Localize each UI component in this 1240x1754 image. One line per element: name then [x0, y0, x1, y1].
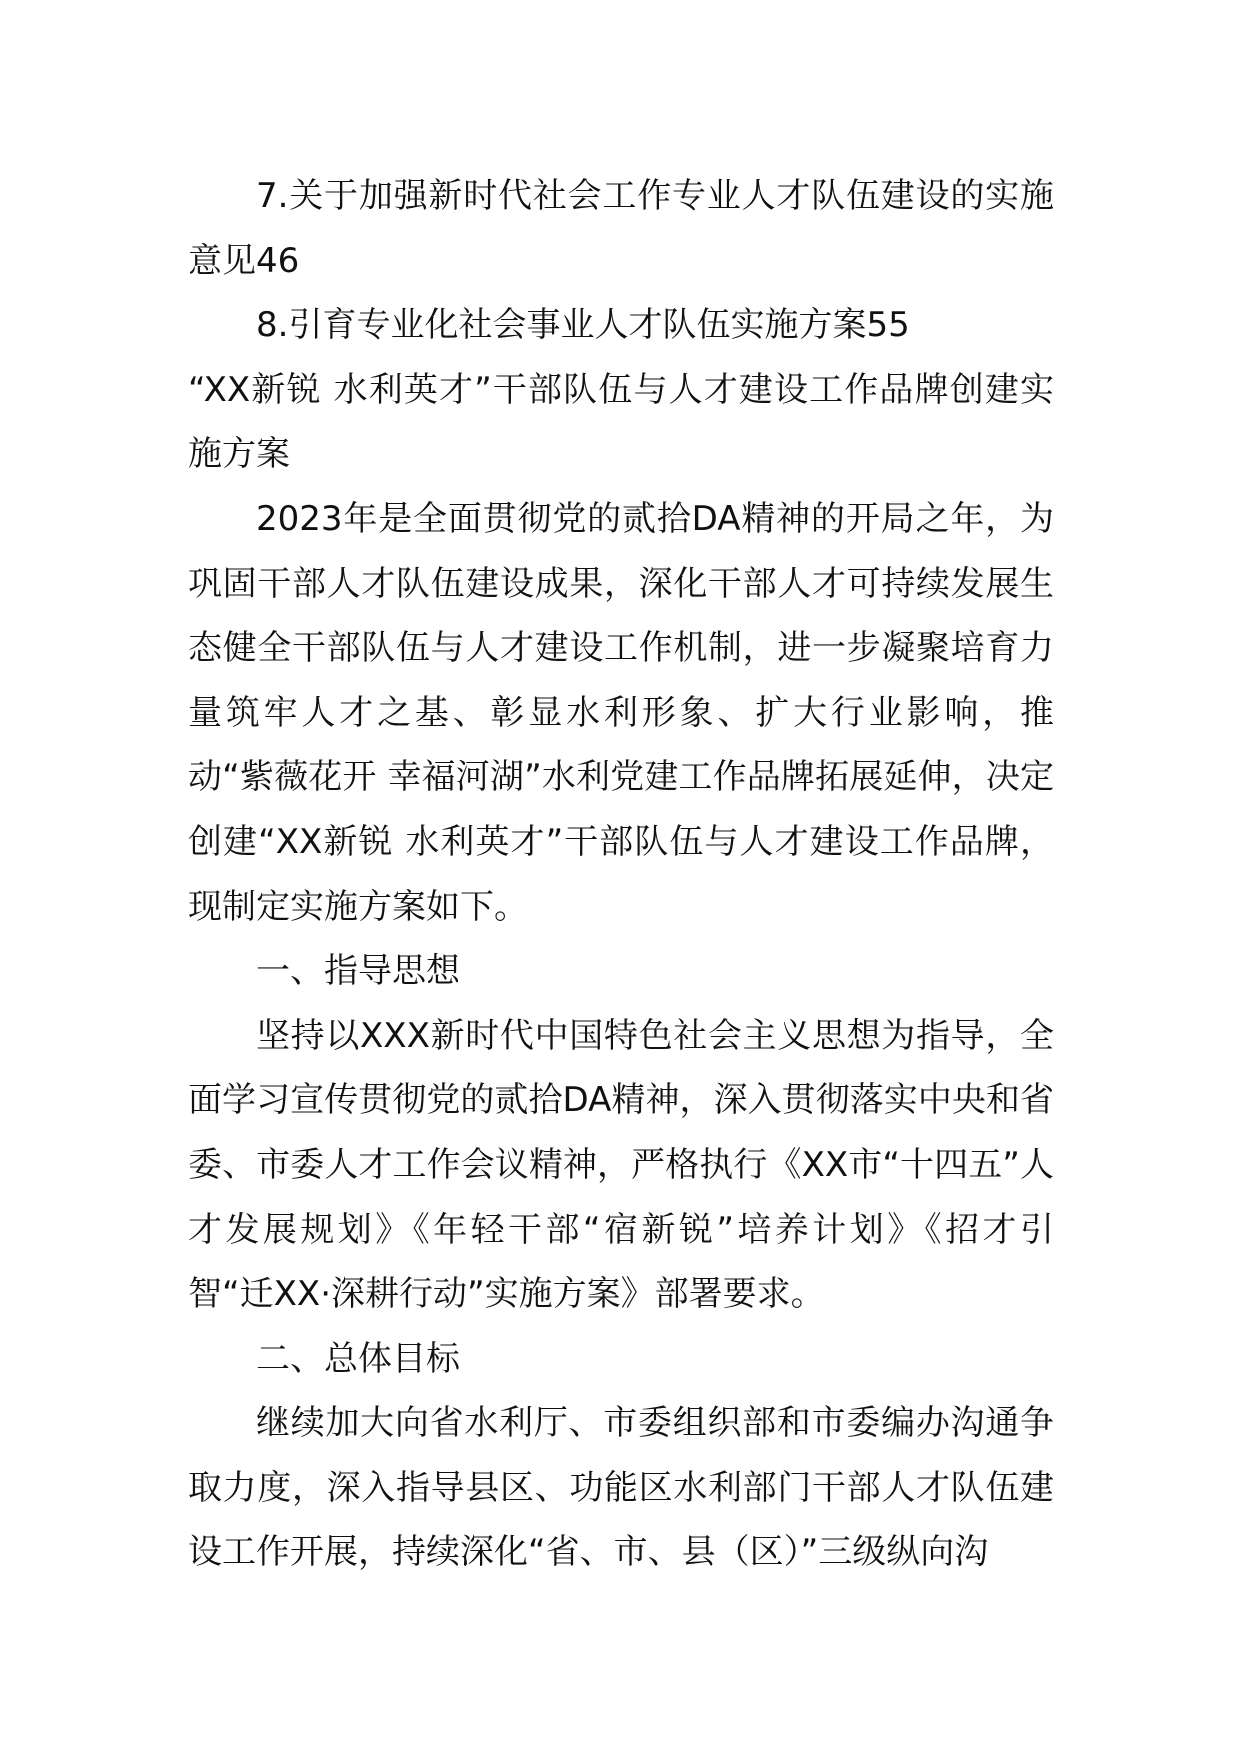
section-body-overall-goal: 继续加大向省水利厅、市委组织部和市委编办沟通争取力度，深入指导县区、功能区水利部门干部人才队伍建设工作开展，持续深化“省、市、县（区）”三级纵向沟	[188, 1403, 1054, 1573]
section-body-guiding-ideology: 坚持以XXX新时代中国特色社会主义思想为指导，全面学习宣传贯彻党的贰拾DA精神，深入贯彻落实中央和省委、市委人才工作会议精神，严格执行《XX市“十四五”人才发展规划》《年轻干部“宿新锐”培养计划》《招才引智“迁XX·深耕行动”实施方案》部署要求。	[188, 1015, 1054, 1315]
toc-item-7: 7.关于加强新时代社会工作专业人才队伍建设的实施意见46	[188, 176, 1054, 281]
section-heading-overall-goal: 二、总体目标	[256, 1338, 460, 1379]
toc-item-8: 8.引育专业化社会事业人才队伍实施方案55	[256, 305, 910, 346]
document-body	[188, 164, 1054, 1585]
section-heading-guiding-ideology: 一、指导思想	[256, 951, 460, 992]
intro-paragraph: 2023年是全面贯彻党的贰拾DA精神的开局之年，为巩固干部人才队伍建设成果，深化干部人才可持续发展生态健全干部队伍与人才建设工作机制，进一步凝聚培育力量筑牢人才之基、彰显水利形象、扩大行业影响，推动“紫薇花开 幸福河湖”水利党建工作品牌拓展延伸，决定创建“XX新锐 水利英才”干部队伍与人才建设工作品牌，现制定实施方案如下。	[188, 498, 1054, 927]
document-title: “XX新锐 水利英才”干部队伍与人才建设工作品牌创建实施方案	[188, 369, 1054, 475]
